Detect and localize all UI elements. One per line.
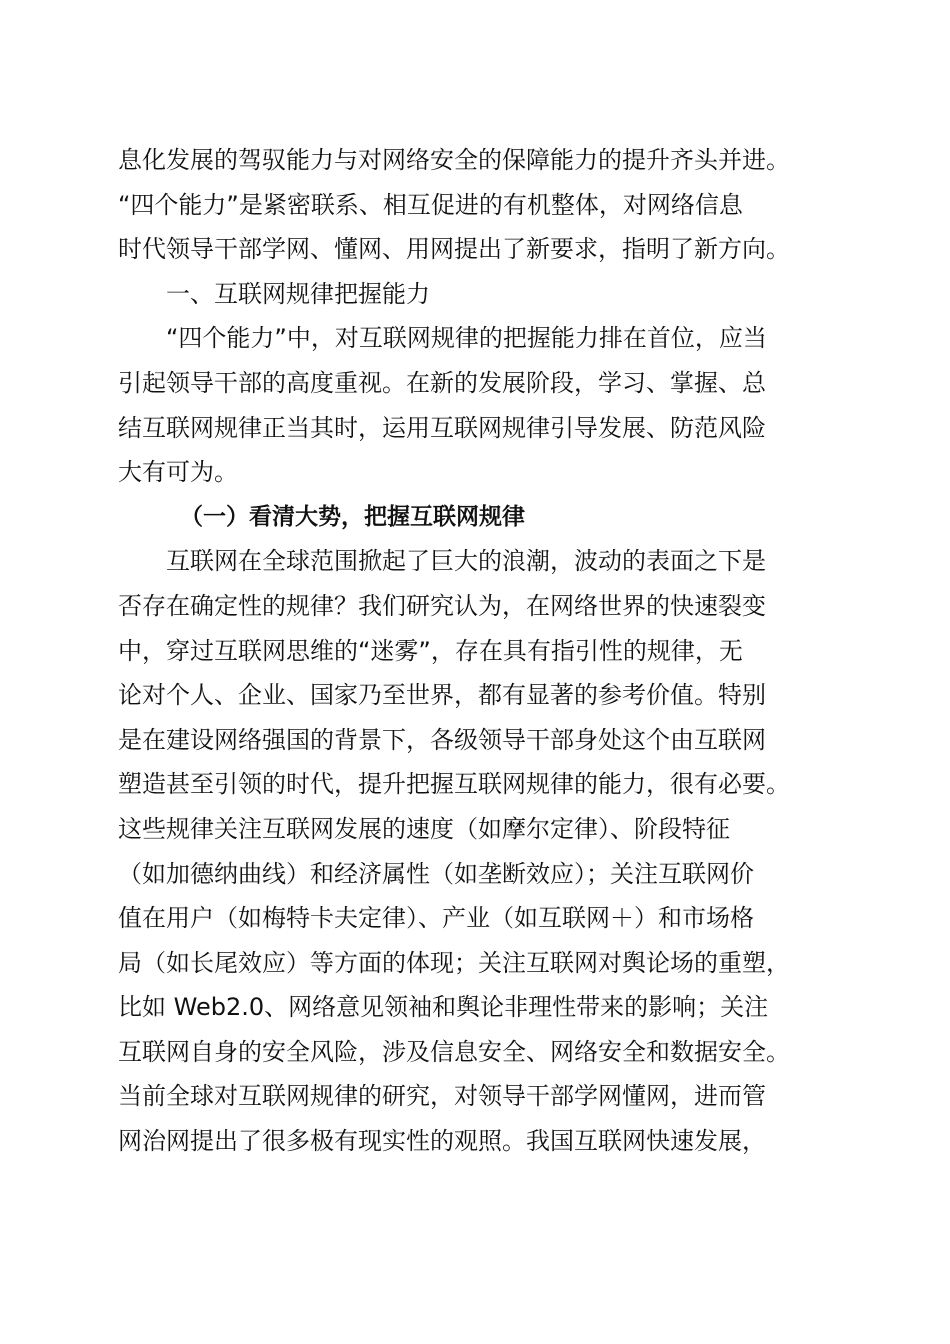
body-line: 当前全球对互联网规律的研究，对领导干部学网懂网，进而管 <box>118 1082 766 1111</box>
body-line: 大有可为。 <box>118 458 238 487</box>
paragraph-start: “四个能力”中，对互联网规律的把握能力排在首位，应当 <box>166 324 767 353</box>
body-line: 中，穿过互联网思维的“迷雾”，存在具有指引性的规律，无 <box>118 636 743 665</box>
body-line: 结互联网规律正当其时，运用互联网规律引导发展、防范风险 <box>118 413 766 442</box>
body-line: 论对个人、企业、国家乃至世界，都有显著的参考价值。特别 <box>118 681 766 710</box>
body-line: 网治网提出了很多极有现实性的观照。我国互联网快速发展， <box>118 1127 766 1156</box>
body-line: 否存在确定性的规律？我们研究认为，在网络世界的快速裂变 <box>118 591 766 620</box>
body-line: 是在建设网络强国的背景下，各级领导干部身处这个由互联网 <box>118 725 766 754</box>
body-line: 值在用户（如梅特卡夫定律）、产业（如互联网＋）和市场格 <box>118 904 754 933</box>
document-body <box>118 138 838 1164</box>
body-line: “四个能力”是紧密联系、相互促进的有机整体，对网络信息 <box>118 190 743 219</box>
body-line: 这些规律关注互联网发展的速度（如摩尔定律）、阶段特征 <box>118 814 730 843</box>
body-line: （如加德纳曲线）和经济属性（如垄断效应）；关注互联网价 <box>118 859 754 888</box>
body-line: 时代领导干部学网、懂网、用网提出了新要求，指明了新方向。 <box>118 235 790 264</box>
section-heading: 一、互联网规律把握能力 <box>166 279 430 308</box>
body-line: 引起领导干部的高度重视。在新的发展阶段，学习、掌握、总 <box>118 368 766 397</box>
body-line: 塑造甚至引领的时代，提升把握互联网规律的能力，很有必要。 <box>118 770 790 799</box>
body-line: 息化发展的驾驭能力与对网络安全的保障能力的提升齐头并进。 <box>118 146 790 174</box>
body-line: 局（如长尾效应）等方面的体现；关注互联网对舆论场的重塑， <box>118 948 790 977</box>
paragraph-start: 互联网在全球范围掀起了巨大的浪潮，波动的表面之下是 <box>166 547 766 576</box>
subsection-heading: （一）看清大势，把握互联网规律 <box>180 503 525 530</box>
body-line: 互联网自身的安全风险，涉及信息安全、网络安全和数据安全。 <box>118 1037 790 1066</box>
body-line: 比如 Web2.0、网络意见领袖和舆论非理性带来的影响；关注 <box>118 993 769 1022</box>
